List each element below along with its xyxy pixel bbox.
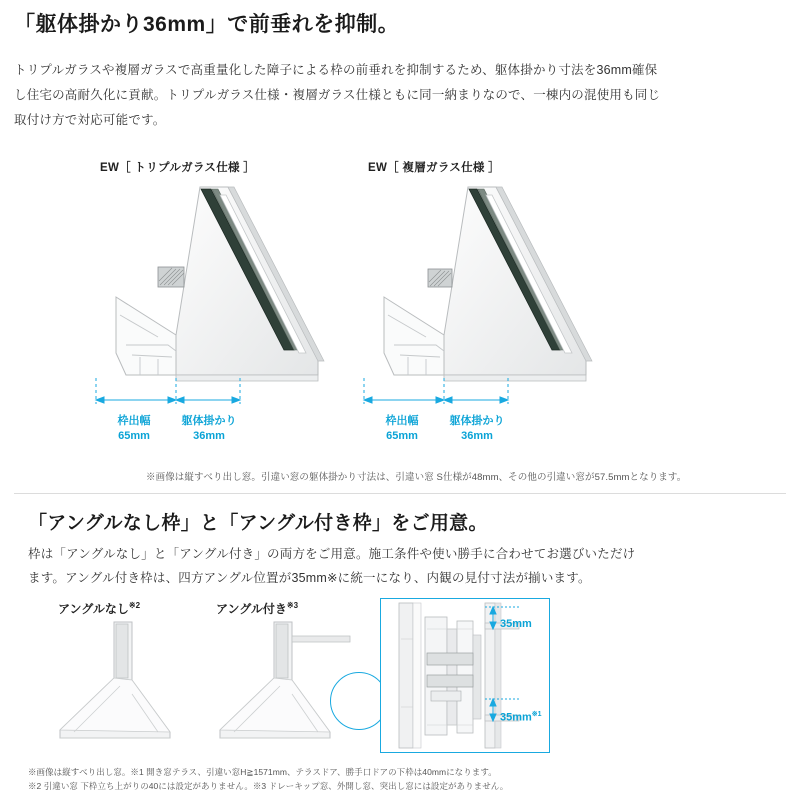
diagram-label-double: EW［ 複層ガラス仕様 ］	[368, 162, 500, 174]
caption-no-angle-text: アングルなし	[58, 602, 129, 616]
dim-value-body-overlap-double: 36mm	[461, 430, 493, 442]
dim-label-body-overlap-triple: 躯体掛かり	[181, 415, 237, 427]
detail-dim-bottom-value: 35mm	[500, 711, 532, 724]
caption-no-angle	[58, 600, 140, 617]
dim-label-frame-width-double: 枠出幅	[385, 415, 419, 427]
footnote-line-1: ※画像は縦すべり出し窓。※1 開き窓テラス、引違い窓H≧1571mm、テラスドア、勝手口ドアの下枠は40mmになります。	[28, 767, 497, 777]
section1-note: ※画像は縦すべり出し窓。引違い窓の躯体掛かり寸法は、引違い窓 S仕様が48mm、その他の引違い窓が57.5mmとなります。	[146, 472, 687, 483]
detail-dim-top-value: 35mm	[500, 618, 532, 630]
section2-title: 「アングルなし枠」と「アングル付き枠」をご用意。	[28, 513, 488, 534]
dim-value-body-overlap-triple: 36mm	[193, 430, 225, 442]
caption-no-angle-sup: ※2	[128, 601, 141, 610]
detail-dim-top	[500, 618, 532, 630]
caption-with-angle-sup: ※3	[286, 601, 299, 610]
caption-with-angle	[216, 600, 298, 617]
dim-label-frame-width-triple: 枠出幅	[117, 415, 151, 427]
cross-section-double-glass	[348, 185, 608, 385]
section1-title: 「躯体掛かり36mm」で前垂れを抑制。	[14, 13, 400, 36]
dim-value-frame-width-double: 65mm	[386, 430, 418, 442]
cross-section-triple-glass	[80, 185, 340, 385]
caption-with-angle-text: アングル付き	[216, 602, 287, 616]
section2-body: 枠は「アングルなし」と「アングル付き」の両方をご用意。施工条件や使い勝手に合わせてお選びいただけます。アングル付き枠は、四方アングル位置が35mm※に統一になり、内観の見付寸法が揃います。	[28, 547, 636, 586]
section1-body: トリプルガラスや複層ガラスで高重量化した障子による枠の前垂れを抑制するため、躯体掛かり寸法を36mm確保し住宅の高耐久化に貢献。トリプルガラス仕様・複層ガラス仕様ともに同一納まりなので、一棟内の混使用も同じ取付け方で対応可能です。	[14, 63, 661, 127]
dim-value-frame-width-triple: 65mm	[118, 430, 150, 442]
detail-dim-bottom	[500, 710, 542, 724]
diagram-label-triple: EW［ トリプルガラス仕様 ］	[100, 162, 256, 174]
frame-no-angle-drawing	[40, 620, 200, 740]
footnote-line-2: ※2 引違い窓 下枠立ち上がりの40には設定がありません。※3 ドレーキップ窓、外開し窓、突出し窓には設定がありません。	[28, 781, 509, 791]
dim-label-body-overlap-double: 躯体掛かり	[449, 415, 505, 427]
detail-dim-bottom-sup: ※1	[531, 711, 542, 718]
section-divider	[14, 493, 786, 494]
